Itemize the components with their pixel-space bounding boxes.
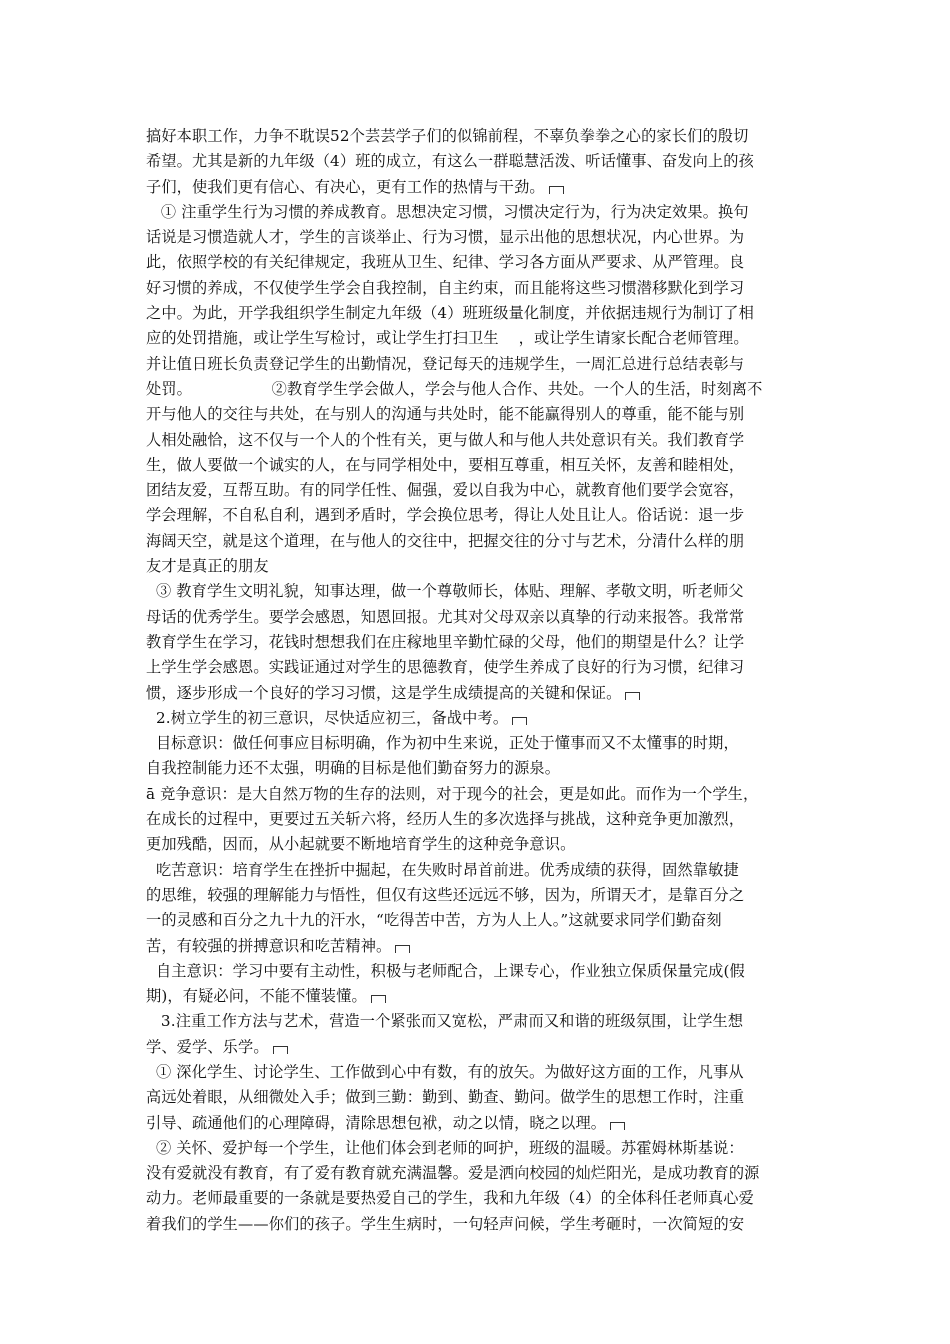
paragraph-mark-icon <box>273 1046 288 1054</box>
text-line: 此，依照学校的有关纪律规定，我班从卫生、纪律、学习各方面从严要求、从严管理。良 <box>146 253 745 272</box>
text-line-content: 学、爱学、乐学。 <box>146 1037 269 1056</box>
paragraph-mark-icon <box>371 995 386 1003</box>
text-line: ② 关怀、爱护每一个学生，让他们体会到老师的呵护，班级的温暖。苏霍姆林斯基说： <box>146 1138 744 1157</box>
text-line: ① 深化学生、讨论学生、工作做到心中有数，有的放矢。为做好这方面的工作，凡事从 <box>146 1062 744 1081</box>
document-body <box>146 124 818 1237</box>
text-line: 希望。尤其是新的九年级（4）班的成立，有这么一群聪慧活泼、听话懂事、奋发向上的孩 <box>146 152 754 171</box>
text-line: 海阔天空，就是这个道理，在与他人的交往中，把握交往的分寸与艺术，分清什么样的朋 <box>146 531 745 550</box>
text-line <box>146 1035 818 1060</box>
text-line: 目标意识：做任何事应目标明确，作为初中生来说，正处于懂事而又不太懂事的时期， <box>146 734 739 753</box>
text-line: 自我控制能力还不太强，明确的目标是他们勤奋努力的源泉。 <box>146 759 561 778</box>
text-line: 友才是真正的朋友 <box>146 557 269 576</box>
text-line: 动力。老师最重要的一条就是要热爱自己的学生，我和九年级（4）的全体科任老师真心爱 <box>146 1189 754 1208</box>
paragraph-mark-icon <box>512 717 527 725</box>
text-line-content: 子们，使我们更有信心、有决心，更有工作的热情与干劲。 <box>146 177 545 196</box>
paragraph-mark-icon <box>395 945 410 953</box>
text-line: ā 竞争意识：是大自然万物的生存的法则，对于现今的社会，更是如此。而作为一个学生， <box>146 784 759 803</box>
text-line: 自主意识：学习中要有主动性，积极与老师配合，上课专心，作业独立保质保量完成(假 <box>146 961 745 980</box>
text-line <box>146 706 818 731</box>
text-line: 在成长的过程中，更要过五关斩六将，经历人生的多次选择与挑战，这种竞争更加激烈， <box>146 810 745 829</box>
text-line-content: 惯，逐步形成一个良好的学习习惯，这是学生成绩提高的关键和保证。 <box>146 683 622 702</box>
text-line-content: 期)，有疑必问，不能不懂装懂。 <box>146 987 367 1006</box>
text-line <box>146 175 818 200</box>
text-line: 应的处罚措施，或让学生写检讨，或让学生打扫卫生 ，或让学生请家长配合老师管理。 <box>146 329 749 348</box>
text-line: ③ 教育学生文明礼貌，知事达理，做一个尊敬师长，体贴、理解、孝敬文明，听老师父 <box>146 582 744 601</box>
text-line: 人相处融恰，这不仅与一个人的个性有关，更与做人和与他人共处意识有关。我们教育学 <box>146 430 745 449</box>
text-line: 的思维，较强的理解能力与悟性，但仅有这些还远远不够，因为，所谓天才，是靠百分之 <box>146 885 745 904</box>
text-line: 学会理解，不自私自利，遇到矛盾时，学会换位思考，得让人处且让人。俗话说：退一步 <box>146 506 745 525</box>
text-line: ① 注重学生行为习惯的养成教育。思想决定习惯，习惯决定行为，行为决定效果。换句 <box>146 202 749 221</box>
text-line: 处罚。 ②教育学生学会做人，学会与他人合作、共处。一个人的生活，时刻离不 <box>146 379 763 398</box>
text-line <box>146 934 818 959</box>
text-line <box>146 681 818 706</box>
text-line: 没有爱就没有教育，有了爱有教育就充满温馨。爱是洒向校园的灿烂阳光，是成功教育的源 <box>146 1164 760 1183</box>
text-line: 高远处着眼，从细微处入手；做到三勤：勤到、勤查、勤问。做学生的思想工作时，注重 <box>146 1088 745 1107</box>
text-line: 之中。为此，开学我组织学生制定九年级（4）班班级量化制度，并依据违规行为制订了相 <box>146 304 754 323</box>
text-line: 吃苦意识：培育学生在挫折中掘起，在失败时昂首前进。优秀成绩的获得，固然靠敏捷 <box>146 860 739 879</box>
text-line: 开与他人的交往与共处，在与别人的沟通与共处时，能不能赢得别人的尊重，能不能与别 <box>146 405 745 424</box>
text-line-content: 2.树立学生的初三意识，尽快适应初三，备战中考。 <box>146 708 509 727</box>
text-line: 母话的优秀学生。要学会感恩，知恩回报。尤其对父母双亲以真挚的行动来报答。我常常 <box>146 607 745 626</box>
text-line: 教育学生在学习，花钱时想想我们在庄稼地里辛勤忙碌的父母，他们的期望是什么？让学 <box>146 632 745 651</box>
text-line-content: 苦，有较强的拼搏意识和吃苦精神。 <box>146 936 392 955</box>
text-line: 一的灵感和百分之九十九的汗水，“吃得苦中苦，方为人上人。”这就要求同学们勤奋刻 <box>146 911 722 930</box>
paragraph-mark-icon <box>549 186 564 194</box>
text-line: 团结友爱，互帮互助。有的同学任性、倔强，爱以自我为中心，就教育他们要学会宽容， <box>146 481 745 500</box>
text-line <box>146 984 818 1009</box>
text-line: 更加残酷，因而，从小起就要不断地培育学生的这种竞争意识。 <box>146 835 576 854</box>
text-line <box>146 1111 818 1136</box>
text-line: 生，做人要做一个诚实的人，在与同学相处中，要相互尊重，相互关怀，友善和睦相处， <box>146 455 745 474</box>
text-line: 上学生学会感恩。实践证通过对学生的思德教育，使学生养成了良好的行为习惯，纪律习 <box>146 658 745 677</box>
text-line: 搞好本职工作，力争不耽误52个芸芸学子们的似锦前程，不辜负拳拳之心的家长们的殷切 <box>146 127 749 145</box>
paragraph-mark-icon <box>610 1122 625 1130</box>
text-line: 好习惯的养成，不仅使学生学会自我控制，自主约束，而且能将这些习惯潜移默化到学习 <box>146 278 745 297</box>
paragraph-mark-icon <box>625 692 640 700</box>
text-line-content: 引导、疏通他们的心理障碍，清除思想包袱，动之以情，晓之以理。 <box>146 1113 607 1132</box>
text-line: 3.注重工作方法与艺术，营造一个紧张而又宽松，严肃而又和谐的班级氛围，让学生想 <box>146 1012 744 1031</box>
text-line: 着我们的学生——你们的孩子。学生生病时，一句轻声问候，学生考砸时，一次简短的安 <box>146 1214 745 1233</box>
text-line: 话说是习惯造就人才，学生的言谈举止、行为习惯，显示出他的思想状况，内心世界。为 <box>146 228 745 247</box>
text-line: 并让值日班长负责登记学生的出勤情况，登记每天的违规学生，一周汇总进行总结表彰与 <box>146 354 745 373</box>
